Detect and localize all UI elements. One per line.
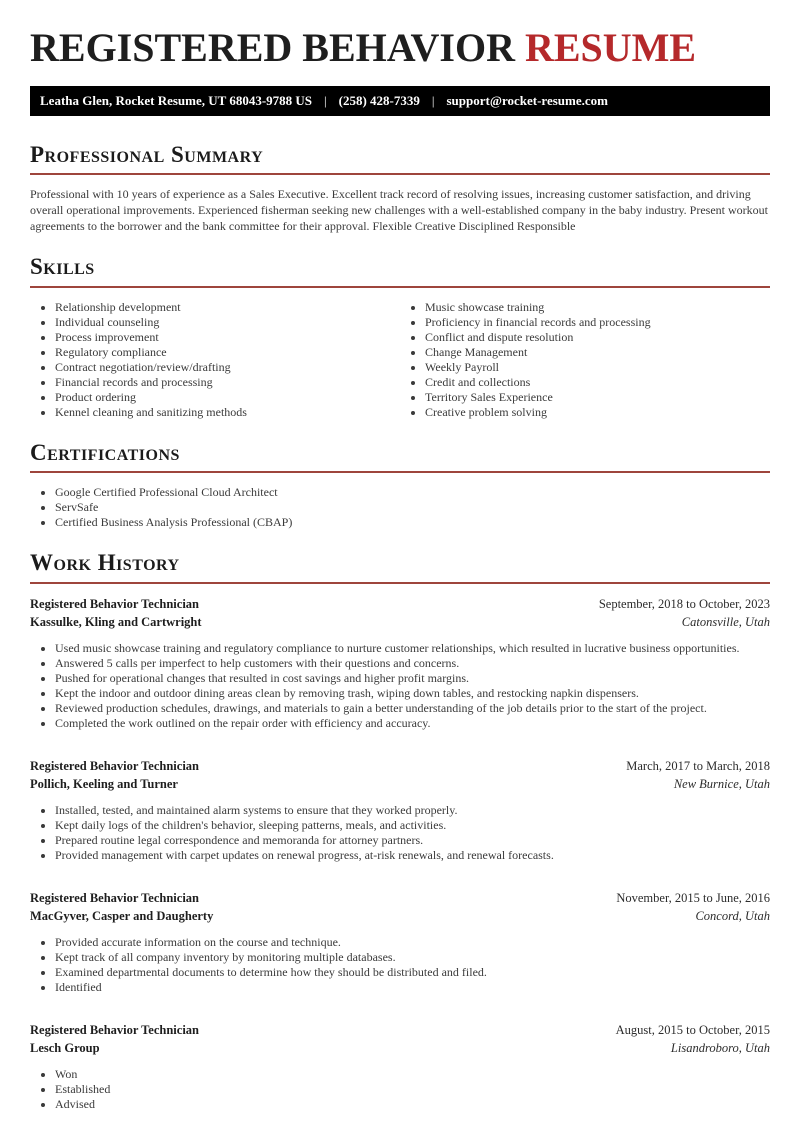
job-bullet: • Answered 5 calls per imperfect to help customers with their questions and concerns.	[55, 656, 770, 671]
resume-title-main: REGISTERED BEHAVIOR	[30, 25, 525, 70]
work-history-heading: Work History	[30, 550, 180, 576]
job-bullet: • Won	[55, 1067, 770, 1082]
certification-item: • Certified Business Analysis Professional (CBAP)	[55, 515, 770, 530]
skills-section	[30, 254, 770, 419]
job-bullet: • Provided management with carpet updates on renewal progress, at-risk renewals, and renewal forecasts.	[55, 848, 770, 863]
job-company-row	[30, 613, 770, 631]
job-bullet: • Completed the work outlined on the repair order with efficiency and accuracy.	[55, 716, 770, 731]
job-bullet: • Provided accurate information on the course and technique.	[55, 935, 770, 950]
contact-phone: (258) 428-7339	[338, 93, 420, 108]
job-company-row	[30, 1039, 770, 1057]
skill-item: • Conflict and dispute resolution	[425, 330, 770, 345]
skill-item: • Proficiency in financial records and processing	[425, 315, 770, 330]
job-bullet: • Used music showcase training and regulatory compliance to nurture customer relationships, which resulted in lucrative business opportunities.	[55, 641, 770, 656]
job-title: Registered Behavior Technician	[30, 596, 199, 611]
skill-item: • Territory Sales Experience	[425, 390, 770, 405]
section-rule	[30, 173, 770, 175]
skill-item: • Regulatory compliance	[55, 345, 400, 360]
contact-name-location: Leatha Glen, Rocket Resume, UT 68043-9788 US	[40, 93, 313, 108]
job-entry	[30, 889, 770, 995]
job-title-row	[30, 1021, 770, 1039]
job-entry	[30, 757, 770, 863]
summary-section	[30, 142, 770, 234]
skill-item: • Individual counseling	[55, 315, 400, 330]
skill-item: • Relationship development	[55, 300, 400, 315]
certifications-heading: Certifications	[30, 439, 180, 465]
job-entry	[30, 595, 770, 731]
job-title: Registered Behavior Technician	[30, 1022, 199, 1037]
contact-bar	[30, 86, 770, 116]
job-bullet: • Examined departmental documents to determine how they should be distributed and filed.	[55, 965, 770, 980]
job-bullet: • Advised	[55, 1097, 770, 1112]
summary-text: Professional with 10 years of experience as a Sales Executive. Excellent track record of resolving issues, increasing customer satisfaction, and driving overall operational improvements. Experienced fisherman seeking new challenges with a well-established company in the baby industry. Present workout agreements to the borrower and the bank committee for their approval. Flexible Creative Disciplined Responsible	[30, 187, 769, 234]
contact-separator: |	[431, 93, 435, 108]
skills-columns	[30, 288, 770, 420]
job-company-row	[30, 775, 770, 793]
skills-list-left	[30, 300, 400, 420]
skill-item: • Product ordering	[55, 390, 400, 405]
job-title-row	[30, 757, 770, 775]
job-bullet: • Pushed for operational changes that resulted in cost savings and higher profit margins.	[55, 671, 770, 686]
job-location: Concord, Utah	[695, 908, 770, 923]
skill-item: • Change Management	[425, 345, 770, 360]
job-dates: November, 2015 to June, 2016	[616, 890, 770, 905]
job-company: Kassulke, Kling and Cartwright	[30, 614, 202, 629]
job-title: Registered Behavior Technician	[30, 758, 199, 773]
job-title-row	[30, 595, 770, 613]
skill-item: • Process improvement	[55, 330, 400, 345]
contact-email: support@rocket-resume.com	[446, 93, 608, 108]
job-dates: August, 2015 to October, 2015	[615, 1022, 770, 1037]
skill-item: • Music showcase training	[425, 300, 770, 315]
job-location: New Burnice, Utah	[673, 776, 770, 791]
certification-item: • Google Certified Professional Cloud Architect	[55, 485, 770, 500]
job-bullet: • Kept the indoor and outdoor dining areas clean by removing trash, wiping down tables, and restocking napkin dispensers.	[55, 686, 770, 701]
job-location: Lisandroboro, Utah	[670, 1040, 770, 1055]
job-bullets	[30, 641, 770, 731]
certifications-list	[30, 485, 770, 530]
skill-item: • Creative problem solving	[425, 405, 770, 420]
skill-item: • Kennel cleaning and sanitizing methods	[55, 405, 400, 420]
certification-item: • ServSafe	[55, 500, 770, 515]
job-title: Registered Behavior Technician	[30, 890, 199, 905]
resume-title-accent: RESUME	[524, 25, 697, 70]
skill-item: • Credit and collections	[425, 375, 770, 390]
job-dates: March, 2017 to March, 2018	[626, 758, 770, 773]
job-dates: September, 2018 to October, 2023	[598, 596, 770, 611]
summary-heading: Professional Summary	[30, 142, 264, 167]
job-bullet: • Established	[55, 1082, 770, 1097]
resume-title	[30, 24, 770, 72]
skills-list-right	[400, 300, 770, 420]
job-bullet: • Identified	[55, 980, 770, 995]
job-company: Pollich, Keeling and Turner	[30, 776, 178, 791]
skill-item: • Weekly Payroll	[425, 360, 770, 375]
section-rule	[30, 471, 770, 473]
work-history-section	[30, 550, 770, 1111]
skills-heading: Skills	[30, 254, 95, 280]
job-list	[30, 595, 770, 1112]
skill-item: • Financial records and processing	[55, 375, 400, 390]
job-bullet: • Kept daily logs of the children's behavior, sleeping patterns, meals, and activities.	[55, 818, 770, 833]
job-title-row	[30, 889, 770, 907]
skill-item: • Contract negotiation/review/drafting	[55, 360, 400, 375]
job-company: MacGyver, Casper and Daugherty	[30, 908, 214, 923]
job-bullets	[30, 803, 770, 863]
job-company: Lesch Group	[30, 1040, 100, 1055]
job-bullets	[30, 935, 770, 995]
job-location: Catonsville, Utah	[681, 614, 770, 629]
job-bullet: • Kept track of all company inventory by monitoring multiple databases.	[55, 950, 770, 965]
certifications-section	[30, 440, 770, 530]
job-entry	[30, 1021, 770, 1112]
contact-separator: |	[324, 93, 327, 108]
job-company-row	[30, 907, 770, 925]
job-bullet: • Prepared routine legal correspondence and memoranda for attorney partners.	[55, 833, 770, 848]
section-rule	[30, 582, 770, 584]
job-bullet: • Reviewed production schedules, drawings, and materials to gain a better understanding of the job details prior to the start of the project.	[55, 701, 770, 716]
job-bullets	[30, 1067, 770, 1112]
job-bullet: • Installed, tested, and maintained alarm systems to ensure that they worked properly.	[55, 803, 770, 818]
